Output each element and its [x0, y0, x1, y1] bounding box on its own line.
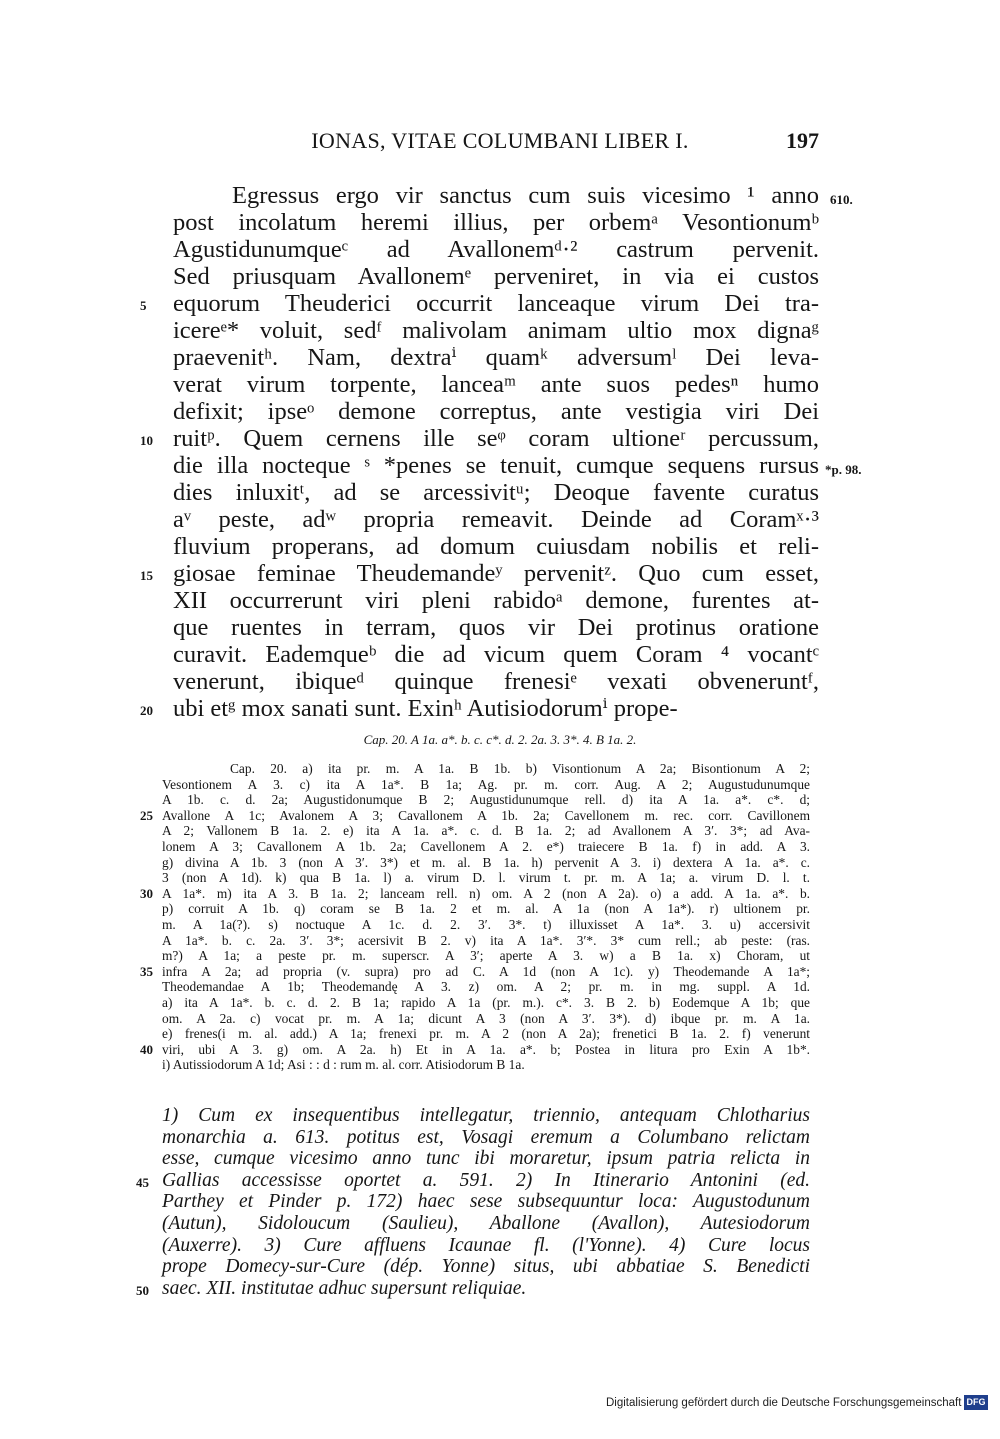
line-number: 40 [140, 1042, 153, 1057]
apparatus-line: m?) A 1a; a peste pr. m. superscr. A 3′; aperte A 3. w) a B 1a. x) Choram, ut [162, 948, 810, 964]
footnote-line: (Autun), Sidoloucum (Saulieu), Aballone (Avallon), Autesiodorum [162, 1213, 810, 1234]
main-line: equorum Theuderici occurrit lanceaque virum Dei tra- [173, 290, 819, 317]
apparatus-line: g) divina A 1b. 3 (non A 3′. 3*) et m. al. B 1a. h) pervenit A 3. i) dextera A 1a. a*. c. [162, 854, 810, 870]
footnote-line: (Auxerre). 3) Cure affluens Icaunae fl. (l'Yonne). 4) Cure locus [162, 1234, 810, 1256]
apparatus-line: a) ita A 1a*. b. c. d. 2. B 1a; rapido A 1a (pr. m.). c*. 3. B 2. b) Eodemque A 1b; que [162, 995, 810, 1010]
footnote-line: prope Domecy-sur-Cure (dép. Yonne) situs, ubi abbatiae S. Benedicti [162, 1256, 810, 1278]
main-line: post incolatum heremi illius, per orbemᵃ Vesontionumᵇ [173, 209, 819, 236]
margin-page-ref: *p. 98. [825, 462, 862, 477]
main-line: ruitᵖ. Quem cernens ille seᵠ coram ultioneʳ percussum, [173, 425, 819, 452]
line-number: 45 [136, 1175, 149, 1190]
main-line: giosae feminae Theudemandeʸ pervenitᶻ. Quo cum esset, [173, 560, 819, 587]
digitization-credit: Digitalisierung gefördert durch die Deutsche Forschungsgemeinschaft [606, 1397, 962, 1409]
apparatus-line: lonem A 3; Cavallonem A 1b. 2a; Cavellonem A 2. e*) traiecere B 1a. f) in add. A 3. [162, 839, 810, 854]
main-line: icereᵉ* voluit, sedᶠ malivolam animam ultio mox dignaᵍ [173, 317, 819, 344]
apparatus-line: e) frenes(i m. al. add.) A 1a; frenexi pr. m. A 2 (non A 2a); frenetici B 1a. 2. f) venerunt [162, 1026, 810, 1042]
apparatus-line: Cap. 20. a) ita pr. m. A 1a. B 1b. b) Visontionum A 2a; Bisontionum A 2; [230, 761, 810, 776]
margin-year: 610. [830, 192, 853, 207]
main-line: ubi etᵍ mox sanati sunt. Exinʰ Autisiodorumⁱ prope- [173, 695, 678, 722]
dfg-logo: DFG [964, 1395, 988, 1410]
apparatus-line: Theodemandae A 1b; Theodemandę A 3. z) om. A 2; pr. m. in mg. suppl. A 1d. [162, 979, 810, 995]
main-line: Egressus ergo vir sanctus cum suis vicesimo ¹ anno [232, 182, 819, 209]
footnote-line: monarchia a. 613. potitus est, Vosagi eremum a Columbano relictam [162, 1126, 810, 1148]
line-number: 5 [140, 298, 147, 313]
line-number: 15 [140, 568, 153, 583]
main-line: praevenitʰ. Nam, dextraⁱ quamᵏ adversumˡ Dei leva- [173, 344, 819, 371]
main-line: XII occurrerunt viri pleni rabidoᵃ demone, furentes at- [173, 587, 819, 614]
line-number: 30 [140, 886, 153, 901]
footnote-line: saec. XII. institutae adhuc supersunt reliquiae. [162, 1277, 527, 1299]
apparatus-line: A 1b. c. d. 2a; Augustidonumque B 2; Augustidunumque rell. d) ita A 1a. a*. c*. d; [162, 792, 810, 808]
apparatus-line: A 2; Vallonem B 1a. 2. e) ita A 1a. a*. c. d. B 1a. 2; ad Avallonem A 3′. 3*; ad Ava- [162, 823, 810, 839]
apparatus-caption: Cap. 20. A 1a. a*. b. c. c*. d. 2. 2a. 3. 3*. 4. B 1a. 2. [363, 732, 637, 747]
running-header: IONAS, VITAE COLUMBANI LIBER I. [311, 128, 689, 153]
line-number: 35 [140, 964, 153, 979]
apparatus-line: om. A 2a. c) vocat pr. m. A 1a; dicunt A 3 (non A 3′. 3*). d) ibque pr. m. A 1a. [162, 1010, 810, 1026]
main-line: dies inluxitᵗ, ad se arcessivitᵘ; Deoque favente curatus [173, 479, 819, 506]
apparatus-line: Avallone A 1c; Avalonem A 3; Cavallonem A 1b. 2a; Cavellonem m. rec. corr. Cavillonem [162, 807, 810, 823]
apparatus-line: A 1a*. b. c. 2a. 3′. 3*; acersivit B 2. v) ita A 1a*. 3′*. 3* cum rell.; ab peste: (ras. [162, 932, 810, 948]
footnote-line: Gallias accessisse oportet a. 591. 2) In Itinerario Antonini (ed. [162, 1169, 810, 1191]
main-line: Sed priusquam Avallonemᵉ perveniret, in via ei custos [173, 263, 819, 290]
page-number: 197 [786, 128, 819, 153]
footnote-line: Parthey et Pinder p. 172) haec sese subsequuntur loca: Augustodunum [162, 1191, 810, 1213]
apparatus-line: viri, ubi A 3. g) om. A 2a. h) Et in A 1a. a*. b; Postea in litura pro Exin A 1b*. [162, 1041, 810, 1057]
main-line: que ruentes in terram, quos vir Dei protinus oratione [173, 614, 819, 641]
line-number: 25 [140, 808, 153, 823]
main-line: curavit. Eademqueᵇ die ad vicum quem Coram ⁴ vocantᶜ [173, 641, 819, 668]
apparatus-line: Vesontionem A 3. c) ita A 1a*. B 1a; Ag. pr. m. corr. Aug. A 2; Augustudunumque [162, 776, 810, 792]
apparatus-line: A 1a*. m) ita A 3. B 1a. 2; lanceam rell. n) om. A 2 (non A 2a). o) a add. A 1a. a*. b. [162, 885, 810, 901]
line-number: 50 [136, 1283, 149, 1298]
line-number: 10 [140, 433, 153, 448]
main-line: Agustidunumqueᶜ ad Avallonemᵈ·² castrum pervenit. [173, 236, 819, 263]
main-line: fluvium properans, ad domum cuiusdam nobilis et reli- [173, 533, 819, 560]
main-line: venerunt, ibiqueᵈ quinque frenesiᵉ vexati obveneruntᶠ, [173, 668, 819, 695]
main-line: aᵛ peste, adʷ propria remeavit. Deinde ad Coramˣ·³ [173, 506, 819, 533]
apparatus-line: infra A 2a; ad propria (v. supra) pro ad C. A 1d (non A 1c). y) Theodemande A 1a*; [162, 963, 810, 979]
footnote-line: esse, cumque vicesimo anno tunc ibi moraretur, ipsum patria relicta in [162, 1148, 810, 1170]
line-number: 20 [140, 703, 153, 718]
main-line: verat virum torpente, lanceaᵐ ante suos pedesⁿ humo [173, 371, 819, 398]
apparatus-line: p) corruit A 1b. q) coram se B 1a. 2 et m. al. A 1a (non A 1a*). r) ultionem pr. [162, 901, 810, 917]
main-line: defixit; ipseᵒ demone correptus, ante vestigia viri Dei [173, 398, 819, 425]
apparatus-line: 3 (non A 1d). k) qua B 1a. l) a. virum D. l. virum t. pr. m. A 1a; a. virum D. l. t. [162, 870, 810, 886]
apparatus-line: m. A 1a(?). s) noctuque A 1c. d. 2. 3′. 3*. t) illuxisset A 1a*. 3. u) accersivit [162, 917, 810, 932]
main-line: die illa nocteque ˢ *penes se tenuit, cumque sequens rursus [173, 452, 819, 479]
footnote-line: 1) Cum ex insequentibus intellegatur, triennio, antequam Chlotharius [162, 1105, 810, 1126]
apparatus-line: i) Autissiodorum A 1d; Asi : : d : rum m. al. corr. Atisiodorum B 1a. [162, 1057, 525, 1073]
